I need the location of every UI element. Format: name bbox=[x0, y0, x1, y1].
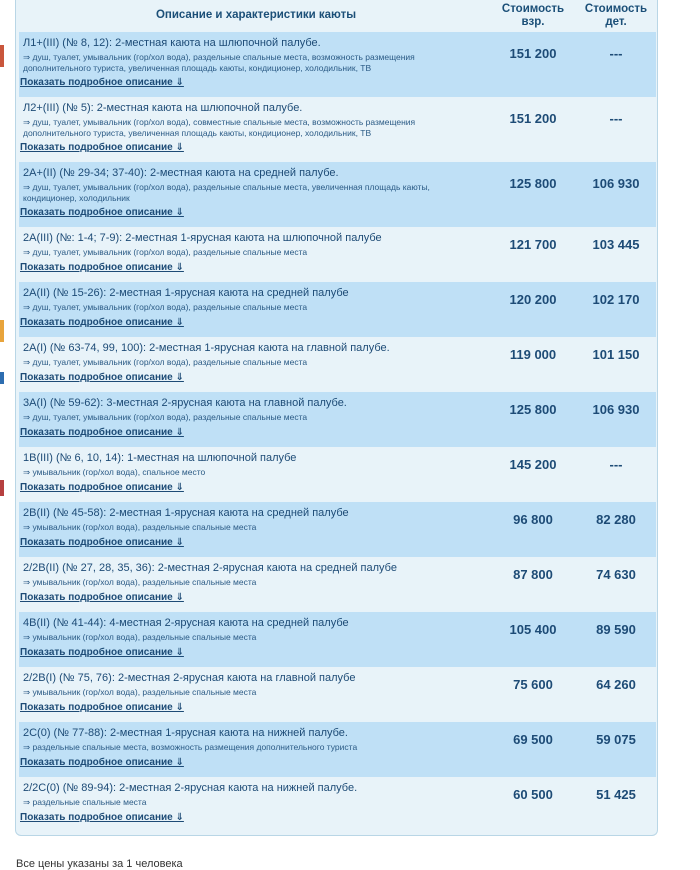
child-price: 82 280 bbox=[596, 512, 636, 527]
cabin-title: 3А(I) (№ 59-62): 3-местная 2-ярусная каюта на главной палубе. bbox=[23, 397, 347, 409]
cabin-amenities: ⇒ душ, туалет, умывальник (гор/хол вода), раздельные спальные места, увеличенная площадь каюты, кондиционер, холодильник bbox=[23, 182, 430, 203]
cabin-title: 2/2В(II) (№ 27, 28, 35, 36): 2-местная 2-ярусная каюта на средней палубе bbox=[23, 562, 397, 574]
header-adult-price: Стоимость взр. bbox=[501, 3, 565, 28]
cabin-amenities: ⇒ душ, туалет, умывальник (гор/хол вода), раздельные спальные места bbox=[23, 357, 308, 367]
cabin-price-table bbox=[15, 0, 658, 836]
cabin-row bbox=[19, 97, 656, 162]
child-price: 74 630 bbox=[596, 567, 636, 582]
adult-price: 121 700 bbox=[509, 237, 557, 252]
adult-price: 87 800 bbox=[513, 567, 553, 582]
cabin-amenities: ⇒ раздельные спальные места, возможность размещения дополнительного туриста bbox=[23, 742, 358, 752]
cabin-row bbox=[19, 282, 656, 337]
child-price: 101 150 bbox=[592, 347, 640, 362]
show-details-link[interactable]: Показать подробное описание ⇓ bbox=[20, 262, 184, 273]
cabin-title: Л2+(III) (№ 5): 2-местная каюта на шлюпочной палубе. bbox=[23, 102, 303, 114]
cabin-title: Л1+(III) (№ 8, 12): 2-местная каюта на шлюпочной палубе. bbox=[23, 37, 321, 49]
child-price: --- bbox=[609, 46, 623, 61]
cabin-row bbox=[19, 392, 656, 447]
child-price: 64 260 bbox=[596, 677, 636, 692]
table-header bbox=[16, 0, 657, 32]
cabin-title: 2А(II) (№ 15-26): 2-местная 1-ярусная каюта на средней палубе bbox=[23, 287, 349, 299]
cabin-amenities: ⇒ умывальник (гор/хол вода), раздельные спальные места bbox=[23, 632, 257, 642]
show-details-link[interactable]: Показать подробное описание ⇓ bbox=[20, 372, 184, 383]
cabin-amenities: ⇒ душ, туалет, умывальник (гор/хол вода), раздельные спальные места bbox=[23, 302, 308, 312]
cabin-row bbox=[19, 502, 656, 557]
adult-price: 125 800 bbox=[509, 176, 557, 191]
cabin-amenities: ⇒ душ, туалет, умывальник (гор/хол вода), совместные спальные места, возможность размещения дополнительного туриста, увеличенная площадь каюты, кондиционер, холодильник, ТВ bbox=[23, 117, 416, 138]
cabin-amenities: ⇒ умывальник (гор/хол вода), раздельные спальные места bbox=[23, 687, 257, 697]
left-page-edge bbox=[0, 0, 5, 867]
show-details-link[interactable]: Показать подробное описание ⇓ bbox=[20, 427, 184, 438]
child-price: 106 930 bbox=[592, 402, 640, 417]
cabin-amenities: ⇒ душ, туалет, умывальник (гор/хол вода), раздельные спальные места bbox=[23, 412, 308, 422]
price-footnote: Все цены указаны за 1 человека bbox=[16, 858, 183, 870]
edge-decoration bbox=[0, 320, 4, 342]
cabin-row bbox=[19, 722, 656, 777]
show-details-link[interactable]: Показать подробное описание ⇓ bbox=[20, 317, 184, 328]
adult-price: 60 500 bbox=[513, 787, 553, 802]
show-details-link[interactable]: Показать подробное описание ⇓ bbox=[20, 812, 184, 823]
child-price: 51 425 bbox=[596, 787, 636, 802]
edge-decoration bbox=[0, 45, 4, 67]
show-details-link[interactable]: Показать подробное описание ⇓ bbox=[20, 592, 184, 603]
edge-decoration bbox=[0, 372, 4, 384]
cabin-title: 2/2С(0) (№ 89-94): 2-местная 2-ярусная каюта на нижней палубе. bbox=[23, 782, 358, 794]
cabin-amenities: ⇒ умывальник (гор/хол вода), раздельные спальные места bbox=[23, 577, 257, 587]
cabin-row bbox=[19, 162, 656, 227]
show-details-link[interactable]: Показать подробное описание ⇓ bbox=[20, 77, 184, 88]
cabin-row bbox=[19, 777, 656, 831]
cabin-row bbox=[19, 557, 656, 612]
cabin-title: 2В(II) (№ 45-58): 2-местная 1-ярусная каюта на средней палубе bbox=[23, 507, 349, 519]
cabin-title: 4В(II) (№ 41-44): 4-местная 2-ярусная каюта на средней палубе bbox=[23, 617, 349, 629]
show-details-link[interactable]: Показать подробное описание ⇓ bbox=[20, 702, 184, 713]
cabin-row bbox=[19, 447, 656, 502]
adult-price: 96 800 bbox=[513, 512, 553, 527]
cabin-amenities: ⇒ умывальник (гор/хол вода), раздельные спальные места bbox=[23, 522, 257, 532]
cabin-amenities: ⇒ душ, туалет, умывальник (гор/хол вода), раздельные спальные места, возможность размещения дополнительного туриста, увеличенная площадь каюты, кондиционер, холодильник, ТВ bbox=[23, 52, 415, 73]
cabin-title: 2А(III) (№: 1-4; 7-9): 2-местная 1-ярусная каюта на шлюпочной палубе bbox=[23, 232, 382, 244]
cabin-row bbox=[19, 667, 656, 722]
child-price: 89 590 bbox=[596, 622, 636, 637]
cabin-row bbox=[19, 337, 656, 392]
show-details-link[interactable]: Показать подробное описание ⇓ bbox=[20, 142, 184, 153]
cabin-row bbox=[19, 612, 656, 667]
cabin-title: 2А(I) (№ 63-74, 99, 100): 2-местная 1-ярусная каюта на главной палубе. bbox=[23, 342, 390, 354]
show-details-link[interactable]: Показать подробное описание ⇓ bbox=[20, 757, 184, 768]
show-details-link[interactable]: Показать подробное описание ⇓ bbox=[20, 482, 184, 493]
show-details-link[interactable]: Показать подробное описание ⇓ bbox=[20, 537, 184, 548]
cabin-amenities: ⇒ умывальник (гор/хол вода), спальное место bbox=[23, 467, 206, 477]
edge-decoration bbox=[0, 480, 4, 496]
cabin-title: 1В(III) (№ 6, 10, 14): 1-местная на шлюпочной палубе bbox=[23, 452, 297, 464]
cabin-row bbox=[19, 227, 656, 282]
adult-price: 145 200 bbox=[509, 457, 557, 472]
cabin-rows bbox=[19, 32, 656, 831]
header-child-price: Стоимость дет. bbox=[584, 3, 648, 28]
child-price: 102 170 bbox=[592, 292, 640, 307]
cabin-title: 2С(0) (№ 77-88): 2-местная 1-ярусная каюта на нижней палубе. bbox=[23, 727, 348, 739]
adult-price: 119 000 bbox=[509, 347, 557, 362]
cabin-amenities: ⇒ раздельные спальные места bbox=[23, 797, 147, 807]
cabin-title: 2/2В(I) (№ 75, 76): 2-местная 2-ярусная каюта на главной палубе bbox=[23, 672, 356, 684]
cabin-row bbox=[19, 32, 656, 97]
cabin-amenities: ⇒ душ, туалет, умывальник (гор/хол вода), раздельные спальные места bbox=[23, 247, 308, 257]
show-details-link[interactable]: Показать подробное описание ⇓ bbox=[20, 647, 184, 658]
adult-price: 69 500 bbox=[513, 732, 553, 747]
adult-price: 120 200 bbox=[509, 292, 557, 307]
adult-price: 151 200 bbox=[509, 111, 557, 126]
adult-price: 105 400 bbox=[509, 622, 557, 637]
child-price: 103 445 bbox=[592, 237, 640, 252]
child-price: --- bbox=[609, 457, 623, 472]
adult-price: 125 800 bbox=[509, 402, 557, 417]
header-description: Описание и характеристики каюты bbox=[155, 9, 357, 21]
show-details-link[interactable]: Показать подробное описание ⇓ bbox=[20, 207, 184, 218]
cabin-title: 2А+(II) (№ 29-34; 37-40): 2-местная каюта на средней палубе. bbox=[23, 167, 339, 179]
child-price: 106 930 bbox=[592, 176, 640, 191]
child-price: 59 075 bbox=[596, 732, 636, 747]
adult-price: 151 200 bbox=[509, 46, 557, 61]
child-price: --- bbox=[609, 111, 623, 126]
adult-price: 75 600 bbox=[513, 677, 553, 692]
